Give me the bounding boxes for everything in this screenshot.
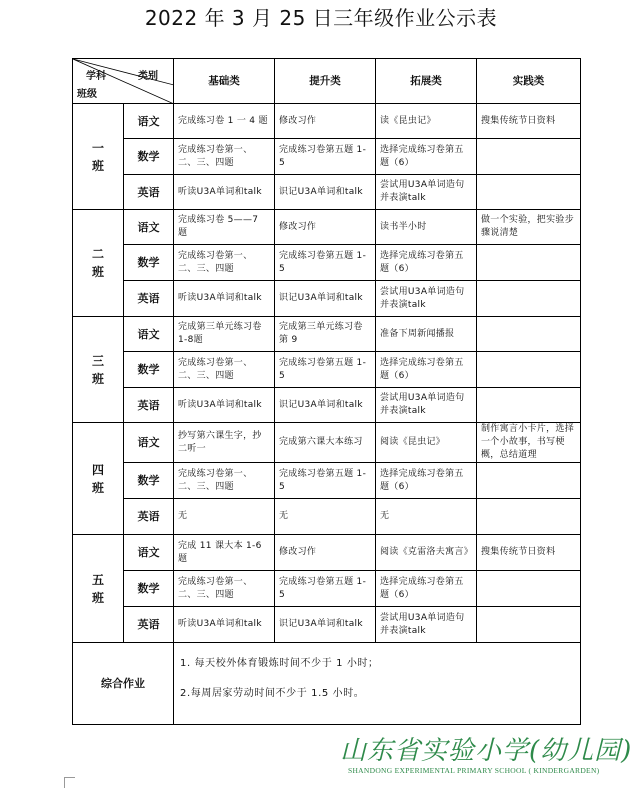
homework-cell: 抄写第六课生字，抄二听一 bbox=[174, 423, 275, 463]
logo-school-name: 山东省实验小学(幼儿园) bbox=[340, 736, 633, 766]
table-row bbox=[73, 139, 581, 175]
homework-cell bbox=[477, 607, 581, 643]
homework-cell: 完成练习卷第五题 1-5 bbox=[275, 352, 376, 388]
subject-label: 英语 bbox=[124, 388, 174, 423]
corner-header bbox=[73, 59, 174, 104]
summary-row bbox=[73, 643, 581, 725]
homework-cell: 完成练习卷第一、二、三、四题 bbox=[174, 352, 275, 388]
class-label-char: 三 bbox=[91, 353, 104, 368]
homework-cell: 修改习作 bbox=[275, 210, 376, 245]
category-header: 拓展类 bbox=[376, 59, 477, 104]
homework-cell: 听读U3A单词和talk bbox=[174, 175, 275, 210]
subject-label: 语文 bbox=[124, 317, 174, 352]
table-row bbox=[73, 607, 581, 643]
table-row bbox=[73, 245, 581, 281]
homework-cell bbox=[477, 139, 581, 175]
homework-cell: 搜集传统节日资料 bbox=[477, 535, 581, 571]
homework-cell bbox=[477, 352, 581, 388]
homework-cell: 选择完成练习卷第五题（6） bbox=[376, 139, 477, 175]
subject-label: 数学 bbox=[124, 139, 174, 175]
homework-cell: 完成练习卷第五题 1-5 bbox=[275, 463, 376, 499]
homework-cell: 识记U3A单词和talk bbox=[275, 281, 376, 317]
class-label-char: 班 bbox=[91, 480, 104, 495]
homework-cell: 尝试用U3A单词造句并表演talk bbox=[376, 388, 477, 423]
homework-cell: 识记U3A单词和talk bbox=[275, 175, 376, 210]
class-label-char: 班 bbox=[91, 371, 104, 386]
homework-cell: 制作寓言小卡片，选择一个小故事，书写梗概，总结道理 bbox=[477, 423, 581, 463]
class-label-char: 班 bbox=[91, 265, 104, 279]
homework-cell: 选择完成练习卷第五题（6） bbox=[376, 352, 477, 388]
homework-cell bbox=[477, 245, 581, 281]
page-corner-mark bbox=[64, 777, 75, 788]
subject-label: 语文 bbox=[124, 210, 174, 245]
class-label bbox=[73, 535, 124, 643]
corner-subject-label: 学科 bbox=[86, 71, 106, 82]
homework-cell bbox=[477, 463, 581, 499]
homework-cell: 完成第六课大本练习 bbox=[275, 423, 376, 463]
table-row bbox=[73, 352, 581, 388]
table-row bbox=[73, 104, 581, 139]
table-row bbox=[73, 388, 581, 423]
corner-category-label: 类别 bbox=[138, 71, 158, 82]
homework-cell: 选择完成练习卷第五题（6） bbox=[376, 463, 477, 499]
homework-cell: 阅读《克雷洛夫寓言》 bbox=[376, 535, 477, 571]
table-row bbox=[73, 175, 581, 210]
summary-label: 综合作业 bbox=[73, 643, 174, 725]
homework-cell bbox=[477, 388, 581, 423]
homework-cell: 无 bbox=[275, 499, 376, 535]
summary-content bbox=[174, 643, 581, 725]
table-row bbox=[73, 535, 581, 571]
homework-cell: 听读U3A单词和talk bbox=[174, 388, 275, 423]
homework-cell: 完成练习卷第一、二、三、四题 bbox=[174, 571, 275, 607]
homework-cell: 听读U3A单词和talk bbox=[174, 281, 275, 317]
homework-cell: 读书半小时 bbox=[376, 210, 477, 245]
homework-cell: 完成练习卷第五题 1-5 bbox=[275, 245, 376, 281]
subject-label: 数学 bbox=[124, 245, 174, 281]
homework-cell: 完成练习卷第一、二、三、四题 bbox=[174, 463, 275, 499]
summary-item: 1. 每天校外体育锻炼时间不少于 1 小时； bbox=[180, 658, 379, 669]
homework-cell: 完成练习卷 1 一 4 题 bbox=[174, 104, 275, 139]
table-row bbox=[73, 571, 581, 607]
table-row bbox=[73, 210, 581, 245]
homework-cell: 完成练习卷第五题 1-5 bbox=[275, 571, 376, 607]
homework-cell bbox=[477, 281, 581, 317]
class-label bbox=[73, 104, 124, 210]
homework-cell: 无 bbox=[174, 499, 275, 535]
homework-cell: 修改习作 bbox=[275, 535, 376, 571]
homework-cell: 选择完成练习卷第五题（6） bbox=[376, 245, 477, 281]
homework-cell: 无 bbox=[376, 499, 477, 535]
table-row bbox=[73, 499, 581, 535]
subject-label: 语文 bbox=[124, 423, 174, 463]
category-header: 基础类 bbox=[174, 59, 275, 104]
school-logo bbox=[340, 736, 640, 788]
class-label-char: 五 bbox=[91, 572, 104, 587]
subject-label: 英语 bbox=[124, 499, 174, 535]
logo-school-subtitle: SHANDONG EXPERIMENTAL PRIMARY SCHOOL ( KINDERGARDEN) bbox=[348, 766, 600, 775]
table-row bbox=[73, 317, 581, 352]
class-label-char: 二 bbox=[91, 247, 104, 261]
subject-label: 英语 bbox=[124, 175, 174, 210]
table-row bbox=[73, 281, 581, 317]
table-row bbox=[73, 463, 581, 499]
subject-label: 英语 bbox=[124, 281, 174, 317]
homework-cell: 尝试用U3A单词造句并表演talk bbox=[376, 281, 477, 317]
homework-cell: 准备下周新闻播报 bbox=[376, 317, 477, 352]
homework-cell: 完成第三单元练习卷第 9 bbox=[275, 317, 376, 352]
homework-cell: 完成练习卷第五题 1-5 bbox=[275, 139, 376, 175]
subject-label: 数学 bbox=[124, 571, 174, 607]
homework-cell: 读《昆虫记》 bbox=[376, 104, 477, 139]
homework-cell: 识记U3A单词和talk bbox=[275, 607, 376, 643]
homework-cell: 识记U3A单词和talk bbox=[275, 388, 376, 423]
class-label bbox=[73, 210, 124, 317]
homework-cell: 完成练习卷 5——7 题 bbox=[174, 210, 275, 245]
subject-label: 数学 bbox=[124, 352, 174, 388]
subject-label: 语文 bbox=[124, 104, 174, 139]
class-label-char: 四 bbox=[91, 462, 104, 477]
homework-cell bbox=[477, 499, 581, 535]
corner-class-label: 班级 bbox=[77, 89, 97, 100]
homework-cell: 完成练习卷第一、二、三、四题 bbox=[174, 245, 275, 281]
homework-cell: 修改习作 bbox=[275, 104, 376, 139]
homework-cell: 做一个实验，把实验步骤说清楚 bbox=[477, 210, 581, 245]
category-header: 提升类 bbox=[275, 59, 376, 104]
homework-cell: 尝试用U3A单词造句并表演talk bbox=[376, 607, 477, 643]
class-label bbox=[73, 317, 124, 423]
class-label-char: 班 bbox=[91, 158, 104, 173]
subject-label: 数学 bbox=[124, 463, 174, 499]
homework-cell bbox=[477, 317, 581, 352]
summary-item: 2.每周居家劳动时间不少于 1.5 小时。 bbox=[180, 688, 365, 699]
page-title: 2022 年 3 月 25 日三年级作业公示表 bbox=[144, 6, 498, 30]
class-label-char: 一 bbox=[91, 140, 104, 155]
subject-label: 英语 bbox=[124, 607, 174, 643]
homework-cell: 听读U3A单词和talk bbox=[174, 607, 275, 643]
header-row bbox=[73, 59, 581, 104]
class-label-char: 班 bbox=[91, 590, 104, 605]
homework-cell: 搜集传统节日资料 bbox=[477, 104, 581, 139]
subject-label: 语文 bbox=[124, 535, 174, 571]
homework-cell bbox=[477, 175, 581, 210]
category-header: 实践类 bbox=[477, 59, 581, 104]
table-row bbox=[73, 423, 581, 463]
homework-cell: 阅读《昆虫记》 bbox=[376, 423, 477, 463]
class-label bbox=[73, 423, 124, 535]
homework-table bbox=[72, 58, 581, 725]
homework-cell: 完成 11 课大本 1-6 题 bbox=[174, 535, 275, 571]
homework-cell: 完成练习卷第一、二、三、四题 bbox=[174, 139, 275, 175]
homework-cell: 尝试用U3A单词造句并表演talk bbox=[376, 175, 477, 210]
homework-cell bbox=[477, 571, 581, 607]
homework-cell: 选择完成练习卷第五题（6） bbox=[376, 571, 477, 607]
homework-cell: 完成第三单元练习卷1-8题 bbox=[174, 317, 275, 352]
